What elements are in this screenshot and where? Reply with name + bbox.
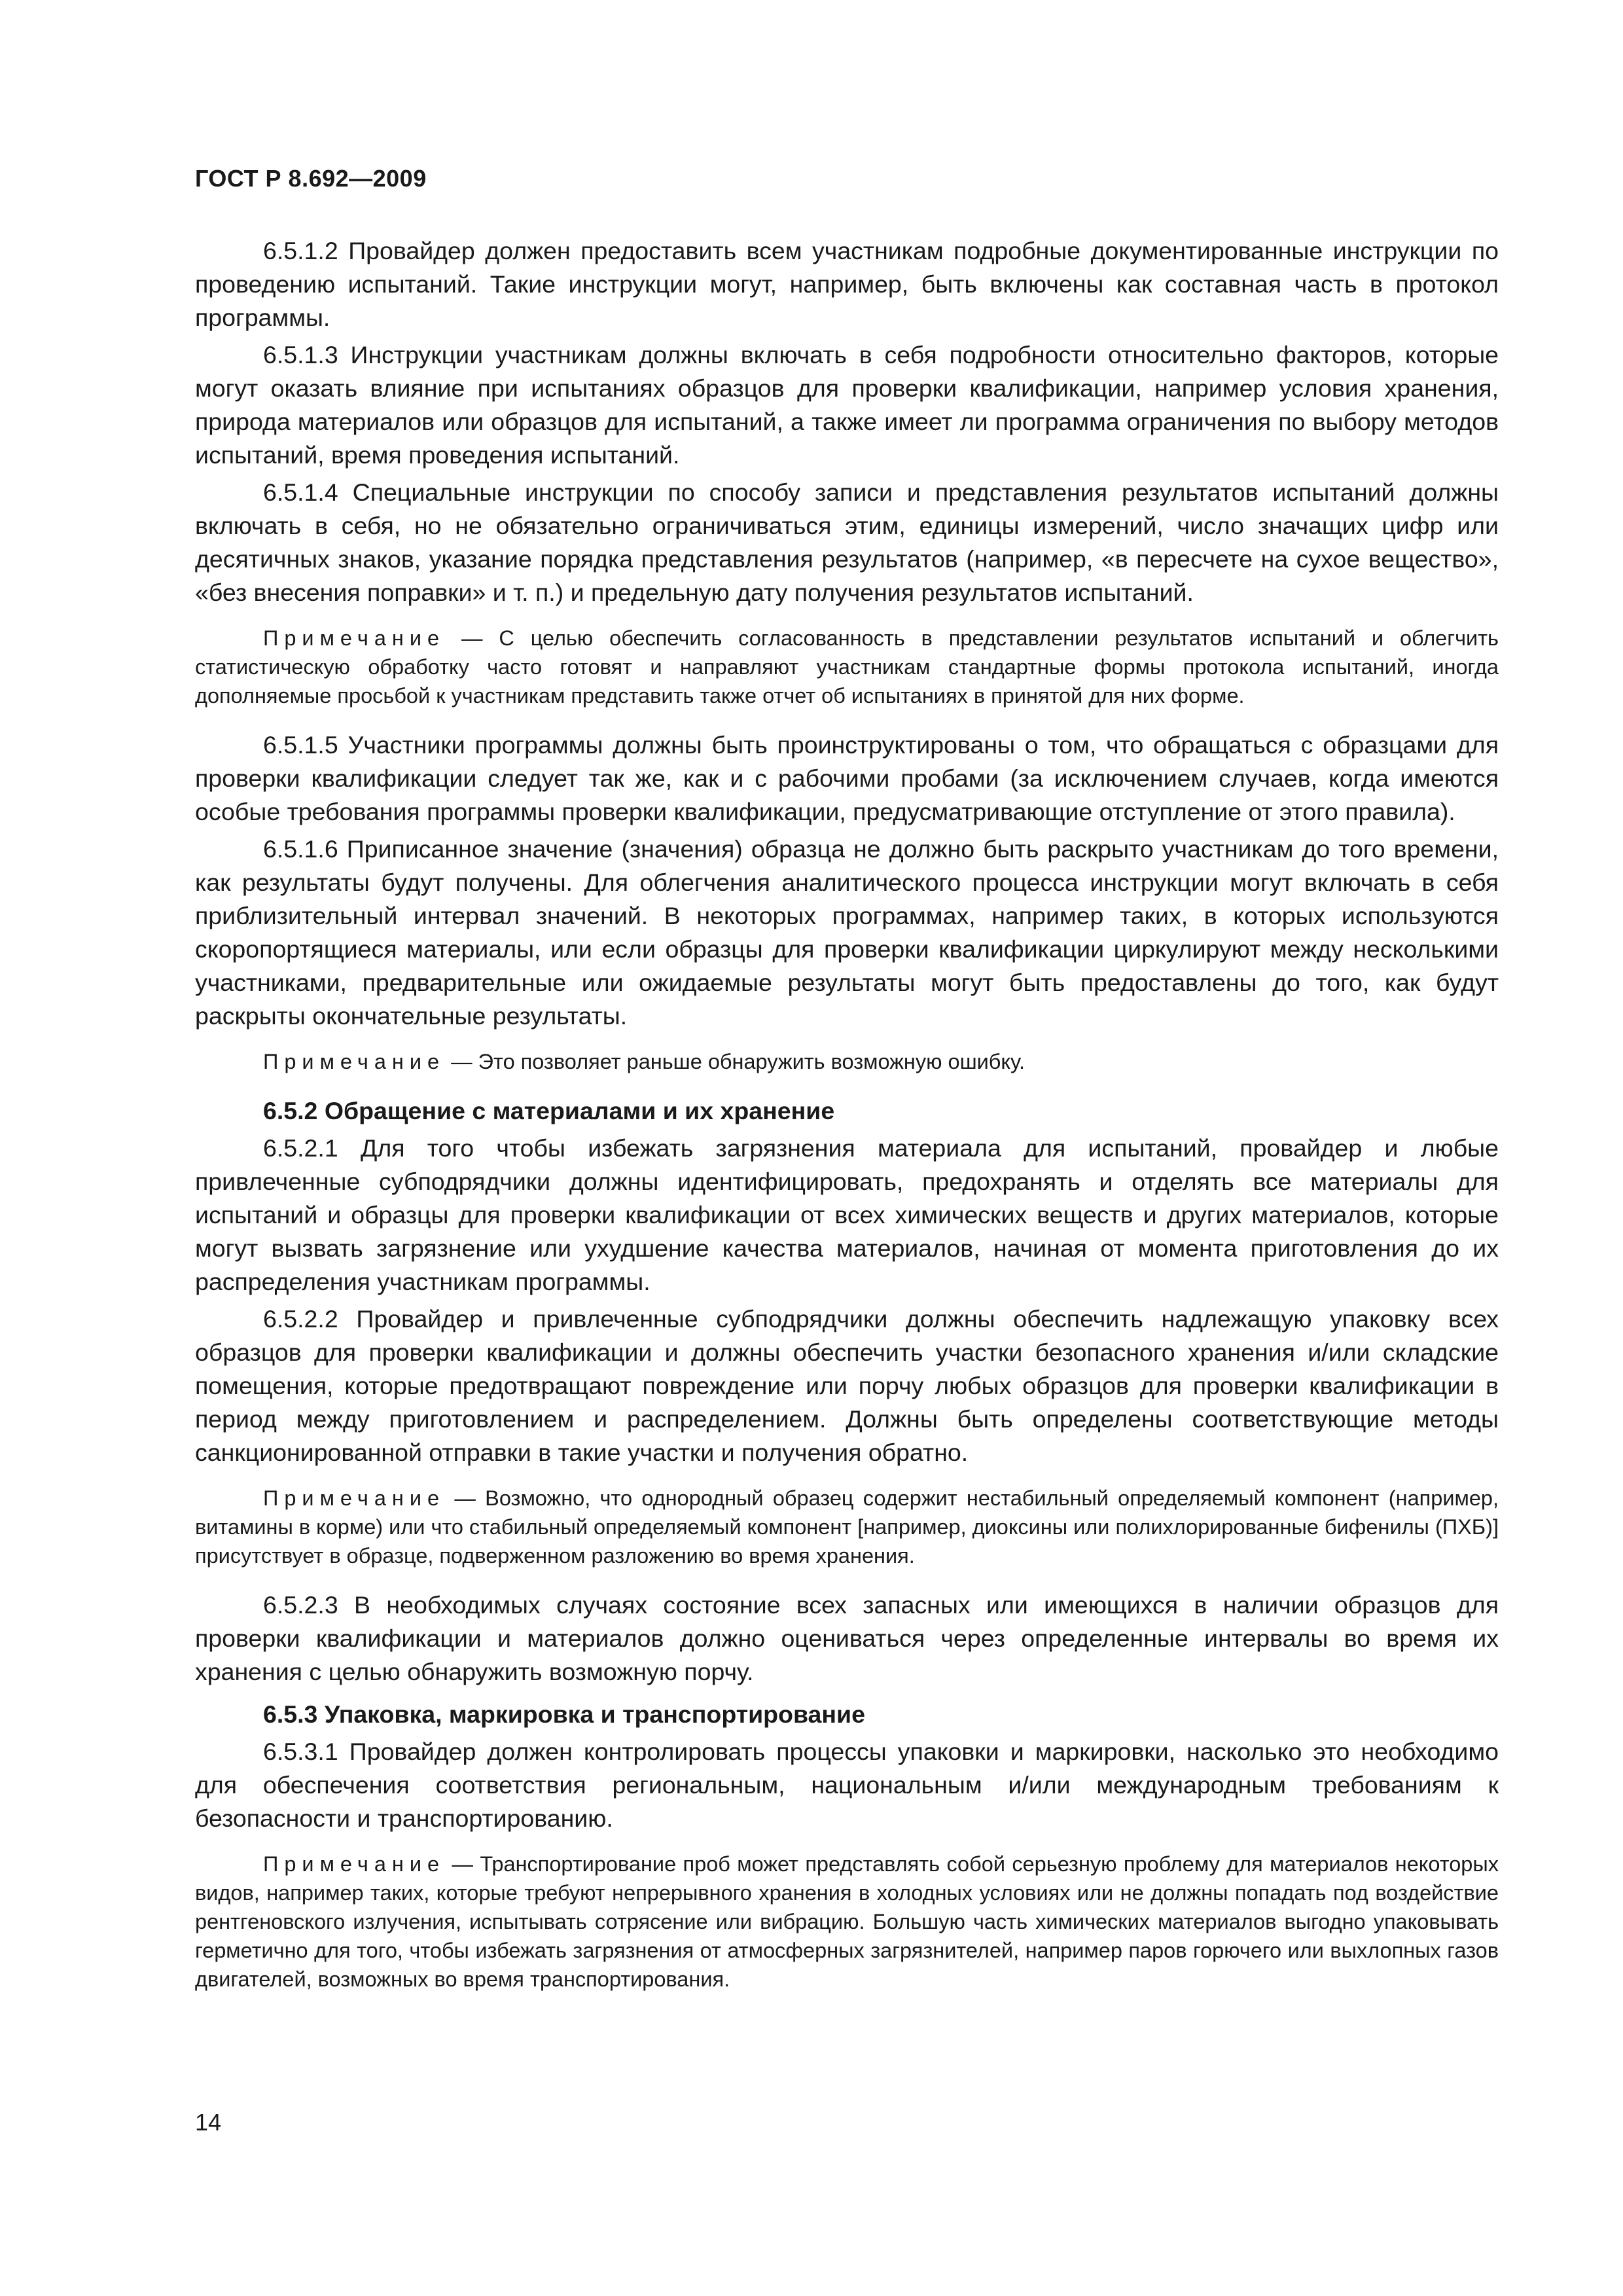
page-number: 14 [195, 2109, 222, 2136]
note-label: Примечание [263, 1050, 446, 1073]
paragraph-6-5-1-2: 6.5.1.2 Провайдер должен предоставить всем участникам подробные документированные инструкции по проведению испытаний. Такие инструкции могут, например, быть включены как составная часть в протокол программы. [195, 237, 1499, 331]
section-heading-6-5-3: 6.5.3 Упаковка, маркировка и транспортирование [263, 1700, 865, 1728]
paragraph-6-5-1-6: 6.5.1.6 Приписанное значение (значения) образца не должно быть раскрыто участникам до того времени, как результаты будут получены. Для облегчения аналитического процесса инструкции могут включать в себя приблизительный интервал значений. В некоторых программах, например таких, в которых используются скоропортящиеся материалы, или если образцы для проверки квалификации циркулируют между несколькими участниками, предварительные или ожидаемые результаты могут быть предоставлены до того, как будут раскрыты окончательные результаты. [195, 835, 1499, 1030]
paragraph-6-5-1-3: 6.5.1.3 Инструкции участникам должны включать в себя подробности относительно факторов, которые могут оказать влияние при испытаниях образцов для проверки квалификации, например условия хранения, природа материалов или образцов для испытаний, а также имеет ли программа ограничения по выбору методов испытаний, время проведения испытаний. [195, 341, 1499, 469]
paragraph-6-5-1-4: 6.5.1.4 Специальные инструкции по способу записи и представления результатов испытаний должны включать в себя, но не обязательно ограничиваться этим, единицы измерений, число значащих цифр или десятичных знаков, указание порядка представления результатов (например, «в пересчете на сухое вещество», «без внесения поправки» и т. п.) и предельную дату получения результатов испытаний. [195, 478, 1499, 606]
note-text: — С целью обеспечить согласованность в представлении результатов испытаний и облегчить статистическую обработку часто готовят и направляют участникам стандартные формы протокола испытаний, иногда дополняемые просьбой к участникам представить также отчет об испытаниях в принятой для них форме. [195, 626, 1499, 708]
document-header: ГОСТ Р 8.692—2009 [195, 165, 427, 192]
note-text: — Это позволяет раньше обнаружить возможную ошибку. [445, 1050, 1026, 1073]
note-text: — Возможно, что однородный образец содержит нестабильный определяемый компонент (например, витамины в корме) или что стабильный определяемый компонент [например, диоксины или полихлорированные бифенилы (ПХБ)] присутствует в образце, подверженном разложению во время хранения. [195, 1486, 1499, 1568]
note-1 [195, 624, 1499, 710]
paragraph-6-5-2-1: 6.5.2.1 Для того чтобы избежать загрязнения материала для испытаний, провайдер и любые привлеченные субподрядчики должны идентифицировать, предохранять и отделять все материалы для испытаний и образцы для проверки квалификации от всех химических веществ и других материалов, которые могут вызвать загрязнение или ухудшение качества материалов, начиная от момента приготовления до их распределения участникам программы. [195, 1134, 1499, 1295]
paragraph-6-5-2-2: 6.5.2.2 Провайдер и привлеченные субподрядчики должны обеспечить надлежащую упаковку всех образцов для проверки квалификации и должны обеспечить участки безопасного хранения и/или складские помещения, которые предотвращают повреждение или порчу любых образцов для проверки квалификации в период между приготовлением и распределением. Должны быть определены соответствующие методы санкционированной отправки в такие участки и получения обратно. [195, 1305, 1499, 1466]
paragraph-6-5-2-3: 6.5.2.3 В необходимых случаях состояние всех запасных или имеющихся в наличии образцов для проверки квалификации и материалов должно оцениваться через определенные интервалы во время их хранения с целью обнаружить возможную порчу. [195, 1591, 1499, 1685]
paragraph-6-5-1-5: 6.5.1.5 Участники программы должны быть проинструктированы о том, что обращаться с образцами для проверки квалификации следует так же, как и с рабочими пробами (за исключением случаев, когда имеются особые требования программы проверки квалификации, предусматривающие отступление от этого правила). [195, 731, 1499, 825]
note-2 [195, 1047, 1499, 1076]
note-label: Примечание [263, 626, 446, 650]
note-4 [195, 1850, 1499, 1994]
section-heading-6-5-2: 6.5.2 Обращение с материалами и их хранение [263, 1097, 835, 1124]
note-3 [195, 1484, 1499, 1570]
note-label: Примечание [263, 1486, 446, 1510]
note-text: — Транспортирование проб может представлять собой серьезную проблему для материалов некоторых видов, например таких, которые требуют непрерывного хранения в холодных условиях или не должны попадать под воздействие рентгеновского излучения, испытывать сотрясение или вибрацию. Большую часть химических материалов выгодно упаковывать герметично для того, чтобы избежать загрязнения от атмосферных загрязнителей, например паров горючего или выхлопных газов двигателей, возможных во время транспортирования. [195, 1852, 1499, 1991]
document-body [195, 234, 1499, 2012]
paragraph-6-5-3-1: 6.5.3.1 Провайдер должен контролировать процессы упаковки и маркировки, насколько это необходимо для обеспечения соответствия региональным, национальным и/или международным требованиям к безопасности и транспортированию. [195, 1738, 1499, 1832]
note-label: Примечание [263, 1852, 446, 1876]
